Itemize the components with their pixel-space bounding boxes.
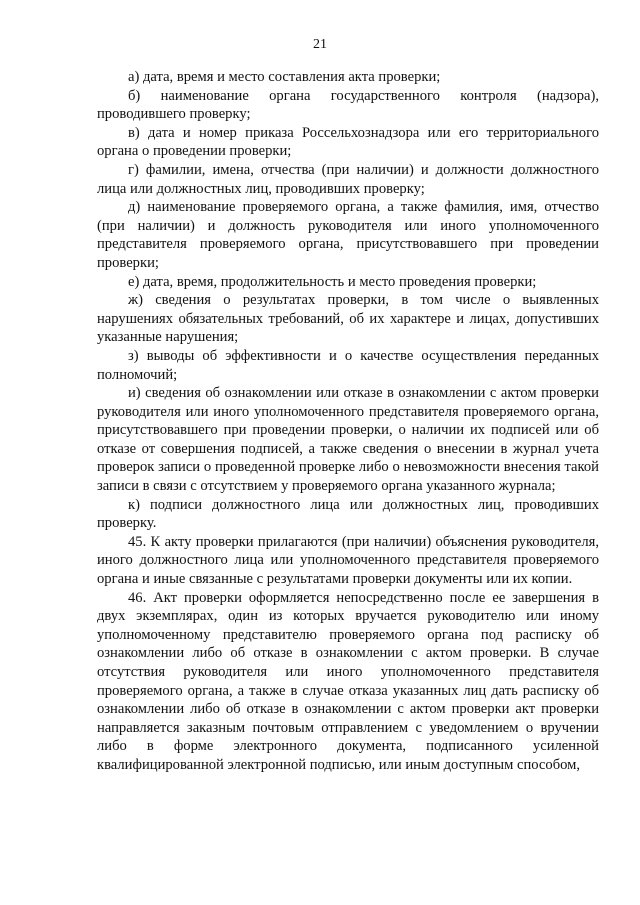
clause-v: в) дата и номер приказа Россельхознадзора или его территориального органа о проведении проверки; bbox=[97, 124, 599, 160]
clause-i: и) сведения об ознакомлении или отказе в ознакомлении с актом проверки руководителя или иного уполномоченного представителя проверяемого органа, присутствовавшего при проведении проверки, о наличии их подписей или об отказе от совершения подписей, а также сведения о внесении в журнал учета проверок записи о проведенной проверке либо о невозможности внесения такой записи в связи с отсутствием у проверяемого органа указанного журнала; bbox=[97, 385, 599, 495]
clause-d: д) наименование проверяемого органа, а также фамилия, имя, отчество (при наличии) и должность руководителя или иного уполномоченного представителя проверяемого органа, присутствовавшего при проведении проверки; bbox=[97, 199, 599, 271]
clause-zh: ж) сведения о результатах проверки, в том числе о выявленных нарушениях обязательных требований, об их характере и лицах, допустивших указанные нарушения; bbox=[97, 292, 599, 346]
clause-a: а) дата, время и место составления акта проверки; bbox=[128, 69, 441, 85]
section-46: 46. Акт проверки оформляется непосредственно после ее завершения в двух экземплярах, один из которых вручается руководителю или иному уполномоченному представителю проверяемого органа под расписку об ознакомлении либо об отказе в ознакомлении с актом проверки. В случае отсутствия руководителя или иного уполномоченного представителя проверяемого органа, а также в случае отказа указанных лиц дать расписку об ознакомлении либо об отказе в ознакомлении с актом проверки акт проверки направляется заказным почтовым отправлением с уведомлением о вручении либо в форме электронного документа, подписанного усиленной квалифицированной электронной подписью, или иным доступным способом, bbox=[97, 589, 599, 773]
page-number: 21 bbox=[313, 37, 327, 52]
clause-z: з) выводы об эффективности и о качестве осуществления переданных полномочий; bbox=[97, 347, 599, 383]
clause-k: к) подписи должностного лица или должностных лиц, проводивших проверку. bbox=[97, 496, 599, 532]
clause-b: б) наименование органа государственного контроля (надзора), проводившего проверку; bbox=[97, 87, 599, 123]
body-text bbox=[97, 68, 599, 775]
section-45: 45. К акту проверки прилагаются (при наличии) объяснения руководителя, иного должностного лица или уполномоченного представителя проверяемого органа и иные связанные с результатами проверки документы или их копии. bbox=[97, 533, 599, 588]
clause-g: г) фамилии, имена, отчества (при наличии) и должности должностного лица или должностных лиц, проводивших проверку; bbox=[97, 161, 599, 197]
clause-e: е) дата, время, продолжительность и место проведения проверки; bbox=[128, 273, 537, 290]
